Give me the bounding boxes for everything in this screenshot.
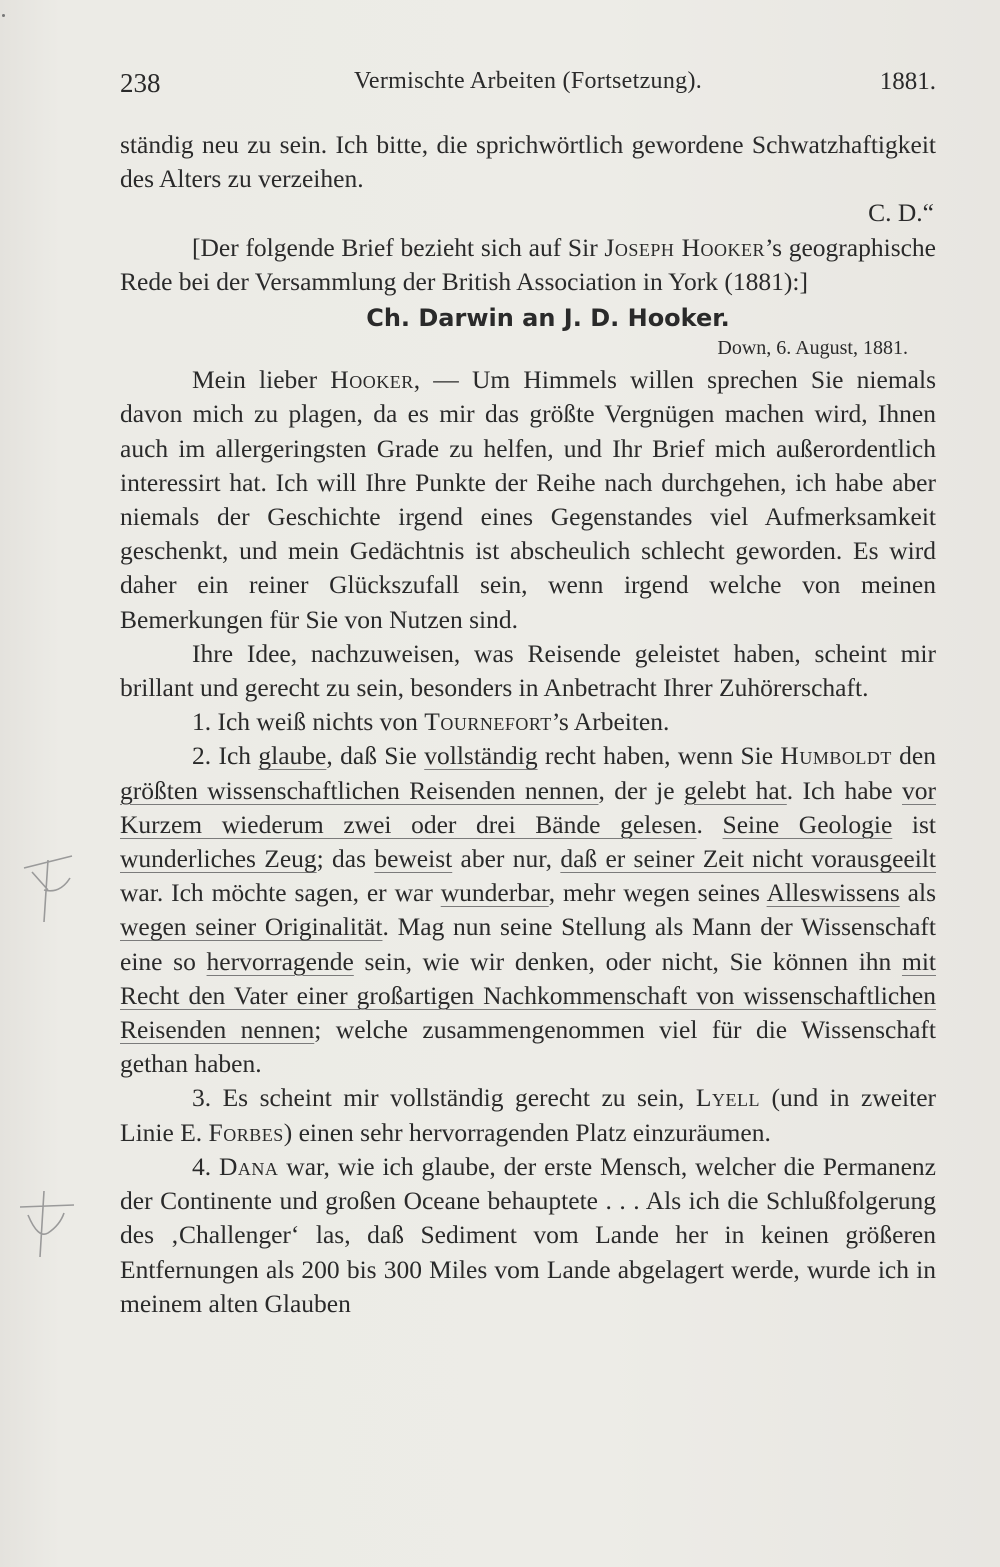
underlined-text: mit Recht den Vater einer großartigen Nachkommenschaft von wissenschaftlichen Reisenden nennen xyxy=(120,946,936,1045)
underlined-text: größten wissenschaftlichen Reisenden nennen xyxy=(120,775,599,805)
list-item xyxy=(120,739,936,1081)
text-span: , der je xyxy=(598,775,684,805)
text-span: ) einen sehr hervorragenden Platz einzuräumen. xyxy=(283,1117,771,1147)
underlined-text: beweist xyxy=(374,844,453,874)
person-name: Forbes xyxy=(208,1117,284,1147)
person-name: Hooker xyxy=(330,365,414,395)
running-title: Vermischte Arbeiten (Fortsetzung). xyxy=(353,68,703,94)
text-span: 1. Ich weiß nichts von xyxy=(192,707,425,737)
speck xyxy=(2,14,5,17)
text-span: 4. xyxy=(192,1151,219,1181)
person-name: Tournefort xyxy=(424,707,552,737)
person-name: Humboldt xyxy=(780,741,892,771)
text-span: . Mag nun seine Stellung als Mann der Wissenschaft eine so xyxy=(120,912,936,976)
person-name: Dana xyxy=(219,1151,279,1181)
underlined-text: gelebt hat xyxy=(683,775,787,805)
underlined-text: vor Kurzem wiederum zwei oder drei Bände gelesen xyxy=(120,775,936,839)
underlined-text: wegen seiner Originalität xyxy=(120,912,383,942)
text-span: [Der folgende Brief bezieht sich auf Sir xyxy=(192,232,605,262)
underlined-text: glaube xyxy=(258,741,327,771)
page-number: 238 xyxy=(120,68,161,98)
signature: C. D.“ xyxy=(868,198,934,228)
text-span: ; das xyxy=(316,844,375,874)
list-item xyxy=(120,705,936,739)
pencil-mark-icon xyxy=(14,850,84,930)
text-span: , mehr wegen seines xyxy=(548,878,767,908)
editor-note xyxy=(120,231,936,299)
text-span: , daß Sie xyxy=(326,741,425,771)
header-year: 1881. xyxy=(879,68,936,95)
paragraph: ständig neu zu sein. Ich bitte, die sprichwörtlich gewordene Schwatzhaftigkeit des Alters zu verzeihen. xyxy=(120,130,936,194)
text-span: (und in zweiter Linie E. xyxy=(120,1083,937,1147)
text-span: aber nur, xyxy=(452,844,561,874)
text-span: den xyxy=(891,741,937,771)
underlined-text: Alleswissens xyxy=(766,878,900,908)
list-item xyxy=(120,1150,936,1321)
paragraph: Ihre Idee, nachzuweisen, was Reisende geleistet haben, scheint mir brillant und gerecht zu sein, besonders in Anbetracht Ihrer Zuhörerschaft. xyxy=(120,638,936,703)
dateline: Down, 6. August, 1881. xyxy=(717,337,908,360)
text-span: sein, wie wir denken, oder nicht, Sie können ihn xyxy=(353,946,902,976)
text-span: war. Ich möchte sagen, er war xyxy=(120,878,441,908)
text-span: war, wie ich glaube, der erste Mensch, welcher die Permanenz der Continente und großen Oceane behauptete . . . Als ich die Schlußfolgerung des ‚Challenger‘ las, daß Sediment vom Lande her in keinen größeren Entfernungen als 200 bis 300 Miles vom Lande abgelagert werde, wurde ich in meinem alten Glauben xyxy=(120,1151,936,1318)
person-name: Joseph Hooker xyxy=(604,232,765,262)
letter-title: Ch. Darwin an J. D. Hooker. xyxy=(366,304,730,333)
text-span: . Ich habe xyxy=(786,775,902,805)
body-text xyxy=(120,128,936,1321)
text-span: ist xyxy=(892,809,936,839)
list-item xyxy=(120,1081,936,1149)
text-span: . xyxy=(696,809,723,839)
underlined-text: wunderliches Zeug xyxy=(120,844,317,874)
paragraph xyxy=(120,363,936,637)
person-name: Lyell xyxy=(695,1083,760,1113)
text-span: als xyxy=(899,878,936,908)
pencil-mark-icon xyxy=(14,1185,84,1265)
text-span: ’s Arbeiten. xyxy=(551,707,670,737)
running-header xyxy=(120,62,936,102)
text-span: ’s geographische Rede bei der Versammlung der British Association in York (1881):] xyxy=(120,232,937,296)
text-span: recht haben, wenn Sie xyxy=(537,741,781,771)
text-span: 2. Ich xyxy=(192,741,259,771)
underlined-text: daß er seiner Zeit nicht vorausgeeilt xyxy=(560,844,936,874)
underlined-text: wunderbar xyxy=(440,878,549,908)
text-span: ; welche zusammengenommen viel für die Wissenschaft gethan haben. xyxy=(120,1015,936,1079)
underlined-text: vollständig xyxy=(424,741,538,771)
underlined-text: Seine Geologie xyxy=(722,809,893,839)
text-span: , — Um Himmels willen sprechen Sie niemals davon mich zu plagen, da es mir das größte Vergnügen machen wird, Ihnen auch im allergeringsten Grade zu helfen, und Ihr Brief mich außerordentlich interessirt hat. Ich will Ihre Punkte der Reihe nach durchgehen, ich habe aber niemals der Geschichte irgend eines Gegenstandes viel Aufmerksamkeit geschenkt, und mein Gedächtnis ist abscheulich schlecht geworden. Es wird daher ein reiner Glückszufall sein, wenn irgend welche von meinen Bemerkungen für Sie von Nutzen sind. xyxy=(120,365,936,634)
text-span: 3. Es scheint mir vollständig gerecht zu sein, xyxy=(192,1083,696,1113)
text-span: Mein lieber xyxy=(192,365,331,395)
underlined-text: hervorragende xyxy=(206,946,354,976)
